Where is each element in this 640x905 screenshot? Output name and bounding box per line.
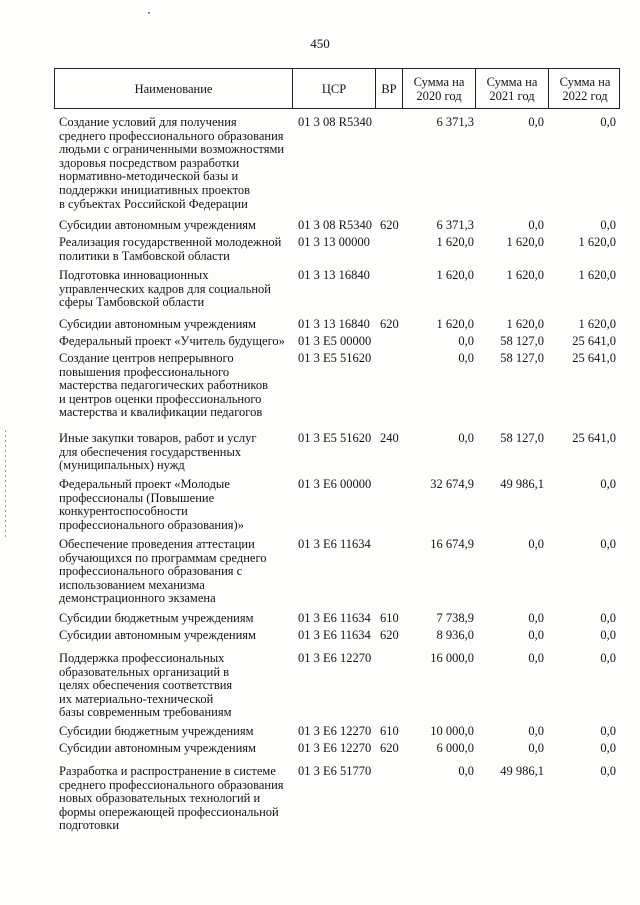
row-sum-2020: 0,0	[458, 334, 474, 348]
row-csr: 01 3 E6 12270	[298, 724, 372, 738]
row-sum-2020: 1 620,0	[436, 317, 474, 331]
row-sum-2022: 25 641,0	[572, 431, 616, 445]
row-sum-2021: 0,0	[528, 611, 544, 625]
row-csr: 01 3 E6 11634	[298, 611, 371, 625]
row-csr: 01 3 08 R5340	[298, 218, 372, 232]
row-csr: 01 3 13 00000	[298, 235, 370, 249]
header-sum-2022: Сумма на 2022 год	[548, 69, 621, 108]
page-number: 450	[310, 36, 330, 51]
header-name: Наименование	[134, 81, 213, 96]
row-name: Субсидии бюджетным учреждениям	[59, 611, 254, 625]
row-sum-2021: 58 127,0	[500, 431, 544, 445]
row-name: Реализация государственной молодежной политики в Тамбовской области	[59, 235, 282, 263]
row-sum-2022: 0,0	[600, 764, 616, 778]
scan-speck	[148, 12, 150, 14]
row-name: Создание условий для получения среднего профессионального образования людьми с ограниченными возможностями здоровья посредством разработки нормативно-методической базы и поддержки инициативных проектов в субъектах Российской Федерации	[59, 115, 285, 211]
row-vr: 610	[380, 611, 399, 625]
row-csr: 01 3 13 16840	[298, 317, 370, 331]
row-sum-2021: 0,0	[528, 724, 544, 738]
table-header	[54, 68, 620, 109]
row-csr: 01 3 E6 11634	[298, 537, 371, 551]
header-sum-2021: Сумма на 2021 год	[475, 69, 548, 108]
row-name: Субсидии автономным учреждениям	[59, 218, 256, 232]
row-name: Федеральный проект «Учитель будущего»	[59, 334, 285, 348]
row-name: Субсидии автономным учреждениям	[59, 741, 256, 755]
row-vr: 620	[380, 218, 399, 232]
row-sum-2022: 0,0	[600, 651, 616, 665]
row-sum-2022: 1 620,0	[578, 235, 616, 249]
row-csr: 01 3 E6 51770	[298, 764, 372, 778]
row-sum-2022: 0,0	[600, 537, 616, 551]
row-csr: 01 3 E6 00000	[298, 477, 372, 491]
row-sum-2021: 0,0	[528, 741, 544, 755]
row-sum-2020: 0,0	[458, 764, 474, 778]
row-sum-2020: 1 620,0	[436, 235, 474, 249]
row-name: Иные закупки товаров, работ и услуг для обеспечения государственных (муниципальных) нужд	[59, 431, 257, 473]
row-sum-2020: 7 738,9	[436, 611, 474, 625]
row-name: Поддержка профессиональных образовательных организаций в целях обеспечения соответствия их материально-технической базы современным требованиям	[59, 651, 233, 720]
row-sum-2020: 1 620,0	[436, 268, 474, 282]
header-csr: ЦСР	[292, 69, 375, 108]
row-sum-2022: 25 641,0	[572, 334, 616, 348]
header-sum-2020: Сумма на 2020 год	[402, 69, 475, 108]
row-sum-2020: 0,0	[458, 351, 474, 365]
row-csr: 01 3 E6 12270	[298, 741, 372, 755]
row-sum-2022: 1 620,0	[578, 268, 616, 282]
row-sum-2020: 10 000,0	[430, 724, 474, 738]
row-sum-2020: 32 674,9	[430, 477, 474, 491]
row-name: Субсидии автономным учреждениям	[59, 628, 256, 642]
row-sum-2021: 49 986,1	[500, 764, 544, 778]
row-sum-2020: 16 000,0	[430, 651, 474, 665]
row-sum-2022: 0,0	[600, 115, 616, 129]
row-sum-2021: 0,0	[528, 628, 544, 642]
row-sum-2020: 6 000,0	[436, 741, 474, 755]
row-csr: 01 3 E5 51620	[298, 431, 372, 445]
row-sum-2022: 0,0	[600, 724, 616, 738]
row-sum-2022: 0,0	[600, 477, 616, 491]
row-sum-2020: 6 371,3	[436, 115, 474, 129]
row-sum-2020: 0,0	[458, 431, 474, 445]
row-sum-2020: 6 371,3	[436, 218, 474, 232]
row-name: Разработка и распространение в системе среднего профессионального образования новых образовательных технологий и формы опережающей профессиональной подготовки	[59, 764, 284, 833]
row-sum-2022: 0,0	[600, 218, 616, 232]
row-sum-2022: 0,0	[600, 611, 616, 625]
row-sum-2022: 0,0	[600, 741, 616, 755]
row-name: Субсидии автономным учреждениям	[59, 317, 256, 331]
row-sum-2021: 1 620,0	[506, 268, 544, 282]
row-sum-2022: 0,0	[600, 628, 616, 642]
row-vr: 620	[380, 741, 399, 755]
row-name: Подготовка инновационных управленческих кадров для социальной сферы Тамбовской области	[59, 268, 271, 310]
row-csr: 01 3 E6 11634	[298, 628, 371, 642]
row-name: Федеральный проект «Молодые профессионалы (Повышение конкурентоспособности профессионального образования)»	[59, 477, 244, 532]
margin-scan-mark	[5, 430, 6, 540]
row-sum-2021: 0,0	[528, 651, 544, 665]
row-name: Создание центров непрерывного повышения профессионального мастерства педагогических работников и центров оценки профессионального мастерства и квалификации педагогов	[59, 351, 268, 420]
row-sum-2020: 8 936,0	[436, 628, 474, 642]
row-sum-2021: 0,0	[528, 115, 544, 129]
row-name: Субсидии бюджетным учреждениям	[59, 724, 254, 738]
row-csr: 01 3 E5 00000	[298, 334, 372, 348]
row-sum-2021: 0,0	[528, 218, 544, 232]
row-sum-2021: 49 986,1	[500, 477, 544, 491]
row-csr: 01 3 13 16840	[298, 268, 370, 282]
row-vr: 620	[380, 628, 399, 642]
row-sum-2022: 25 641,0	[572, 351, 616, 365]
row-sum-2020: 16 674,9	[430, 537, 474, 551]
row-csr: 01 3 E6 12270	[298, 651, 372, 665]
row-vr: 620	[380, 317, 399, 331]
row-vr: 610	[380, 724, 399, 738]
row-sum-2021: 58 127,0	[500, 334, 544, 348]
row-sum-2022: 1 620,0	[578, 317, 616, 331]
row-csr: 01 3 08 R5340	[298, 115, 372, 129]
row-name: Обеспечение проведения аттестации обучающихся по программам среднего профессионального образования с использованием механизма демонстрационного экзамена	[59, 537, 267, 606]
header-vr: ВР	[375, 69, 402, 108]
row-sum-2021: 58 127,0	[500, 351, 544, 365]
row-sum-2021: 1 620,0	[506, 317, 544, 331]
row-sum-2021: 1 620,0	[506, 235, 544, 249]
row-vr: 240	[380, 431, 399, 445]
row-csr: 01 3 E5 51620	[298, 351, 372, 365]
row-sum-2021: 0,0	[528, 537, 544, 551]
